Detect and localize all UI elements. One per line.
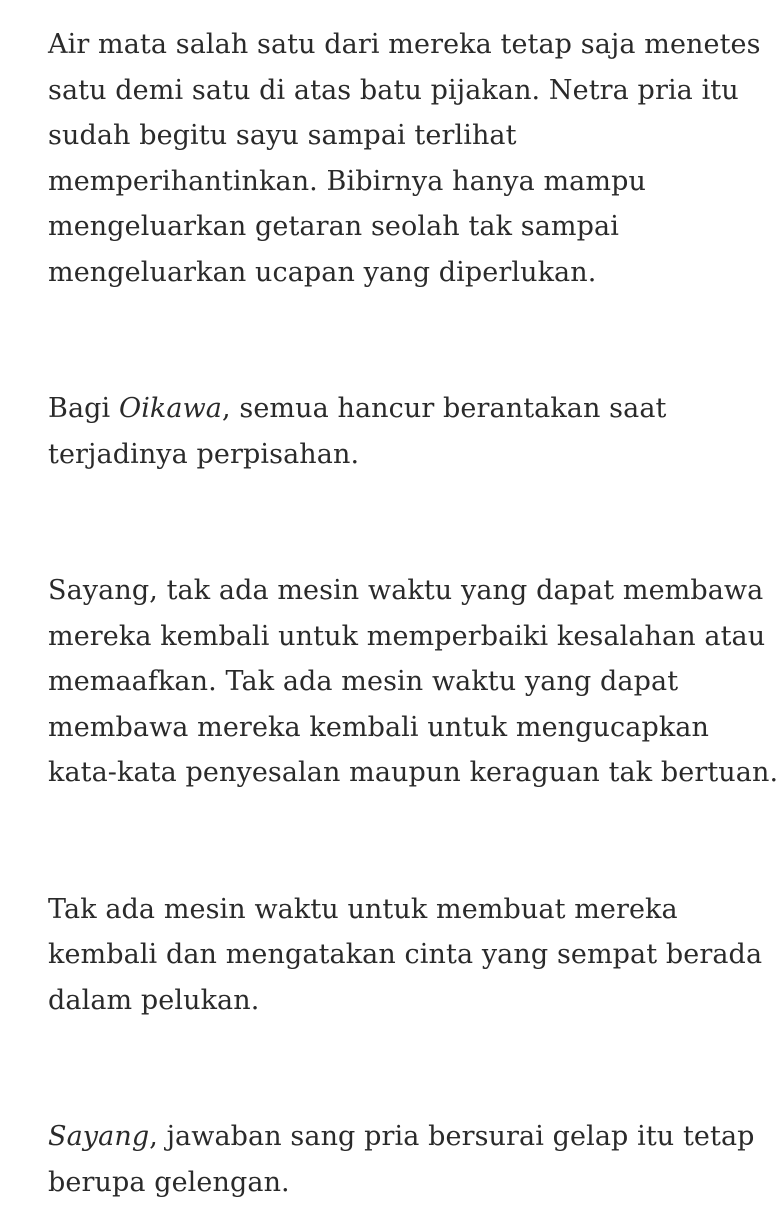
paragraph-4	[48, 887, 758, 1024]
text-segment: Bagi	[48, 393, 119, 424]
text-line: memperihantinkan. Bibirnya hanya mampu	[48, 159, 758, 205]
text-line: berupa gelengan.	[48, 1160, 758, 1205]
text-line: mereka kembali untuk memperbaiki kesalahan atau	[48, 614, 758, 660]
text-line: kata-kata penyesalan maupun keraguan tak bertuan.	[48, 750, 758, 796]
text-line: kembali dan mengatakan cinta yang sempat berada	[48, 932, 758, 978]
text-line: dalam pelukan.	[48, 978, 758, 1024]
text-line	[48, 1114, 758, 1160]
text-segment: , jawaban sang pria bersurai gelap itu tetap	[149, 1121, 754, 1152]
text-line: Sayang, tak ada mesin waktu yang dapat membawa	[48, 568, 758, 614]
paragraph-5	[48, 1114, 758, 1205]
text-line: terjadinya perpisahan.	[48, 432, 758, 478]
text-segment: , semua hancur berantakan saat	[222, 393, 666, 424]
italic-word: Sayang	[48, 1121, 149, 1152]
text-line: membawa mereka kembali untuk mengucapkan	[48, 705, 758, 751]
text-line: memaafkan. Tak ada mesin waktu yang dapat	[48, 659, 758, 705]
text-line: sudah begitu sayu sampai terlihat	[48, 113, 758, 159]
paragraph-1	[48, 22, 758, 295]
text-line: mengeluarkan getaran seolah tak sampai	[48, 204, 758, 250]
italic-name: Oikawa	[119, 393, 222, 424]
paragraph-2	[48, 386, 758, 477]
text-line: mengeluarkan ucapan yang diperlukan.	[48, 250, 758, 296]
paragraph-3	[48, 568, 758, 796]
text-line: Tak ada mesin waktu untuk membuat mereka	[48, 887, 758, 933]
text-line	[48, 386, 758, 432]
article-body	[48, 22, 758, 1205]
text-line: Air mata salah satu dari mereka tetap saja menetes	[48, 22, 758, 68]
text-line: satu demi satu di atas batu pijakan. Netra pria itu	[48, 68, 758, 114]
